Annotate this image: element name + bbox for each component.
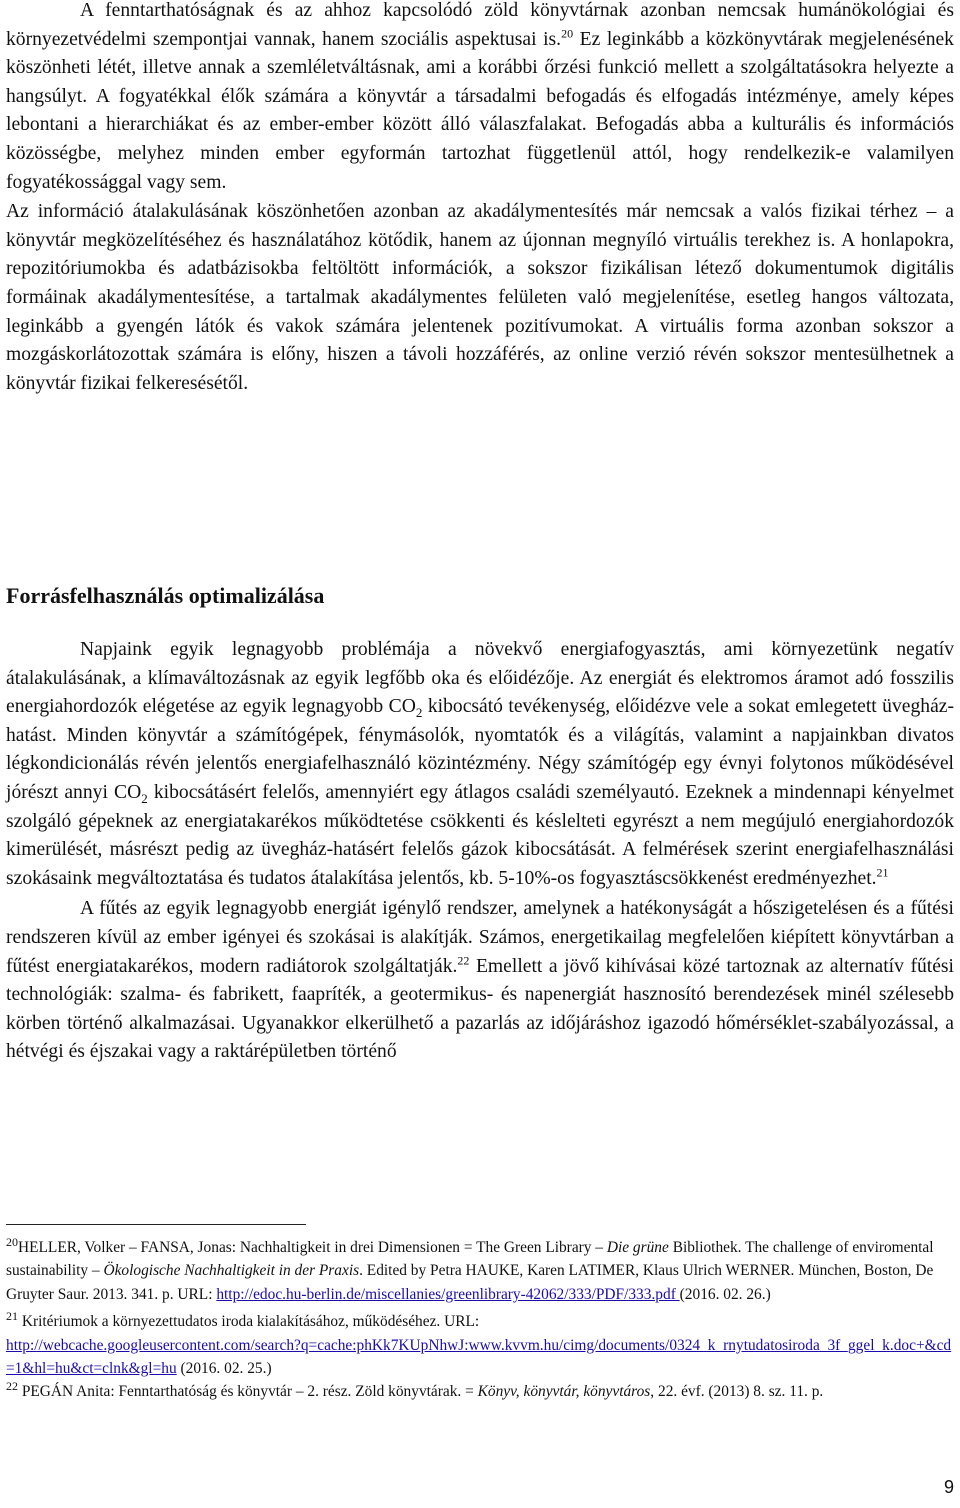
footnote-italic: Könyv, könyvtár, könyvtáros: [477, 1383, 651, 1401]
footnote-number: 21: [6, 1309, 18, 1324]
paragraph-text: Emellett a jövő kihívásai közé tartoznak az alternatív fűtési technológiák: szalma- és fabrikett, faapríték, a geotermikus- és napenergiát hasznosító berendezések minél szélesebb körben történő alkalmazásai. Ugyanakkor elkerülhető a pazarlás az időjáráshoz igazodó hőmérséklet-szabályozással, a hétvégi és éjszakai vagy a raktárépületben történő: [6, 955, 954, 1063]
footnote-20: [6, 1236, 954, 1306]
footnote-20-link[interactable]: http://edoc.hu-berlin.de/miscellanies/greenlibrary-42062/333/PDF/333.pdf: [216, 1285, 680, 1303]
section-body: [6, 636, 954, 1067]
paragraph-virtual-accessibility: Az információ átalakulásának köszönhetően azonban az akadálymentesítés már nemcsak a valós fizikai térhez – a könyvtár megközelítéséhez és használatához kötődik, hanem az újonnan megnyíló virtuális terekhez is. A honlapokra, repozitóriumokba és adatbázisokba feltöltött információk, a sokszor fizikálisan létező dokumentumok digitális formáinak akadálymentesítése, a tartalmak akadálymentes felületen való megjelenítése, esetleg hangos változata, leginkább a gyengén látók és vakok számára jelentenek pozitívumokat. A virtuális forma azonban sokszor a mozgáskorlátozottak számára is előny, hiszen a távoli hozzáférés, az online verzió révén sokszor mentesülhetnek a könyvtár fizikai felkeresésétől.: [6, 201, 954, 394]
footnote-21-link[interactable]: http://webcache.googleusercontent.com/search?q=cache:phKk7KUpNhwJ:www.kvvm.hu/cimg/documents/0324_k_rnytudatosiroda_3f_ggel_k.doc+&cd=1&hl=hu&ct=clnk&gl=hu: [6, 1336, 952, 1378]
footnote-22: [6, 1380, 954, 1403]
footnote-number: 22: [6, 1379, 18, 1394]
section-heading: Forrásfelhasználás optimalizálása: [6, 583, 325, 608]
document-page: [6, 0, 954, 1401]
paragraph-text: Ez leginkább a közkönyvtárak megjelenésének köszönheti létét, illetve annak a szemléletváltásnak, ami a korábbi őrzési funkció mellett a szolgáltatásokra helyezte a hangsúlyt. A fogyatékkal élők számára a könyvtár a társadalmi befogadás és elfogadás intézménye, amely képes lebontani a hierarchiákat és az ember-ember között álló válaszfalakat. Befogadás abba a kulturális és információs közösségbe, melyhez minden ember egyformán tartozhat függetlenül attól, hogy rendelkezik-e valamilyen fogyatékossággal vagy sem.: [6, 28, 954, 193]
paragraph-text: kibocsátásért felelős, amennyiért egy átlagos családi személyautó. Ezeknek a mindennapi kényelmet szolgáló gépeknek az energiatakarékos működtetése csökkenti és késlelteti egyrészt a nem megújuló energiahordozók kimerülését, másrészt pedig az üvegház-hatásért felelős gázok kibocsátását. A felmérések szerint energiafelhasználási szokásaink megváltoztatása és tudatos átalakítása jelentős, kb. 5-10%-os fogyasztáscsökkenést eredményezhet.: [6, 781, 954, 889]
paragraph-heating: [6, 895, 954, 1067]
footnotes: [6, 1236, 954, 1404]
paragraph-energy-consumption: [6, 636, 954, 893]
subscript: 2: [141, 790, 148, 806]
footnote-date: (2016. 02. 26.): [679, 1285, 771, 1303]
footnote-text: PEGÁN Anita: Fenntarthatóság és könyvtár – 2. rész. Zöld könyvtárak. =: [18, 1383, 478, 1401]
page-number: 9: [943, 1477, 954, 1497]
paragraph-social-aspects: [6, 0, 954, 197]
footnote-text: , 22. évf. (2013) 8. sz. 11. p.: [650, 1383, 824, 1401]
footnote-italic: Die grüne: [606, 1239, 669, 1256]
paragraph-text: A fűtés az egyik legnagyobb energiát igénylő rendszer, amelynek a hatékonyságát a hőszigetelésen és a fűtési rendszeren kívül az ember igényei és szokásai is alakítják. Számos, energetikailag megfelelően kiépített könyvtárban a fűtést energiatakarékos, modern radiátorok szolgáltatják.: [6, 898, 954, 977]
footnote-text: Bibliothek. The challenge of enviromental sustainability –: [6, 1239, 934, 1280]
footnote-separator: [6, 1224, 306, 1225]
footnote-date: (2016. 02. 25.): [176, 1360, 272, 1378]
footnote-text: Kritériumok a környezettudatos iroda kialakításához, működéséhez. URL:: [18, 1313, 480, 1331]
footnote-21: [6, 1310, 954, 1380]
paragraph-text: Napjaink egyik legnagyobb problémája a növekvő energiafogyasztás, ami környezetünk negatív átalakulásának, a klímaváltozásnak az egyik legfőbb oka és előidézője. Az energiát és elektromos áramot adó fosszilis energiahordozók elégetése az egyik legnagyobb CO: [6, 639, 954, 718]
footnote-ref-21[interactable]: 21: [876, 865, 889, 880]
paragraph-text: kibocsátó tevékenység, előidézve vele a sokat emlegetett üvegház-hatást. Minden könyvtár a számítógépek, fénymásolók, nyomtatók és a világítás, valamint a napjainkban divatos légkondicionálás révén jelentős energiafelhasználó közintézmény. Négy számítógép egy évnyi folytonos működésével jórészt annyi CO: [6, 696, 954, 803]
footnote-text: . Edited by Petra HAUKE, Karen LATIMER, Klaus Ulrich WERNER. München, Boston, De Gruyter Saur. 2013. 341. p. URL:: [6, 1262, 934, 1303]
paragraph-text: A fenntarthatóságnak és az ahhoz kapcsolódó zöld könyvtárnak azonban nemcsak humánökológiai és környezetvédelmi szempontjai vannak, hanem szociális aspektusai is.: [6, 0, 954, 50]
footnote-ref-22[interactable]: 22: [457, 953, 470, 967]
footnote-text: HELLER, Volker – FANSA, Jonas: Nachhaltigkeit in drei Dimensionen = The Green Library –: [18, 1239, 607, 1256]
footnote-number: 20: [6, 1234, 18, 1249]
footnote-italic: Ökologische Nachhaltigkeit in der Praxis: [103, 1262, 360, 1280]
footnote-ref-20[interactable]: 20: [561, 26, 574, 41]
subscript: 2: [415, 705, 423, 721]
